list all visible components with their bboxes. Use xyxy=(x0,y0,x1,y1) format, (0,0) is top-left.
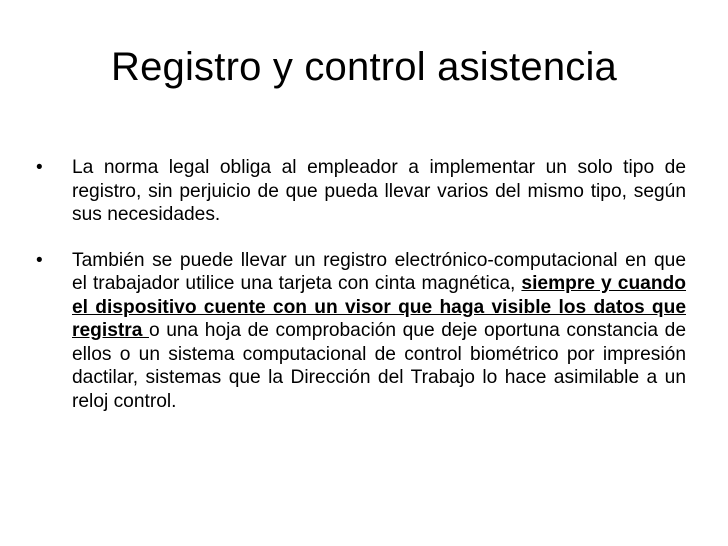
bullet-item-2 xyxy=(36,249,686,414)
bullet-text-emphasis: siempre y cuando el dispositivo cuente con un visor que haga visible los datos que registra xyxy=(72,273,687,341)
slide-title: Registro y control asistencia xyxy=(110,45,617,89)
bullet-dot-icon: • xyxy=(36,249,43,271)
bullet-dot-icon: • xyxy=(36,157,43,178)
bullet-text-after: o una hoja de comprobación que deje oportuna constancia de ellos o un sistema computacional de control biométrico por impresión dactilar, sistemas que la Dirección del Trabajo lo hace asimilable a un reloj control. xyxy=(72,320,686,412)
bullet-item-1 xyxy=(36,156,686,227)
bullet-text: La norma legal obliga al empleador a implementar un solo tipo de registro, sin perjuicio de que pueda llevar varios del mismo tipo, según sus necesidades. xyxy=(72,157,686,225)
bullet-list xyxy=(36,156,686,435)
bullet-text-before: También se puede llevar un registro electrónico-computacional en que el trabajador utilice una tarjeta con cinta magnética, xyxy=(72,249,686,294)
